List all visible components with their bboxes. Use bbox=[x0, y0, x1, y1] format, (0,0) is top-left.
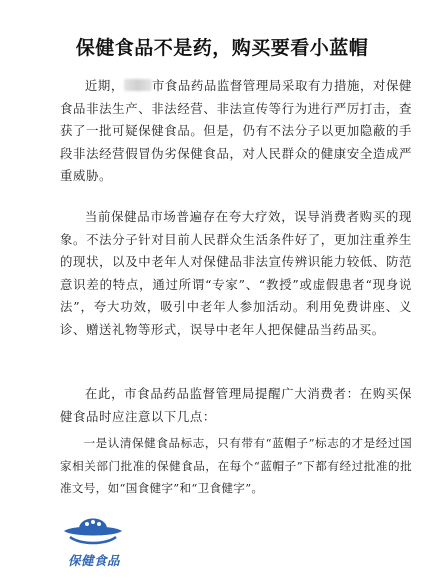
paragraph-1-lead: 近期， bbox=[84, 78, 124, 93]
paragraph-4-text: 一是认清保健食品标志，只有带有“蓝帽子”标志的才是经过国家相关部门批准的保健食品，在每个“蓝帽子”下都有经过批准的批准文号，如“国食健字”和“卫食健字”。 bbox=[60, 436, 412, 496]
paragraph-2 bbox=[60, 206, 412, 342]
paragraph-3 bbox=[60, 383, 412, 428]
paragraph-1 bbox=[60, 75, 412, 188]
redacted-city-name bbox=[124, 79, 152, 91]
logo-text: 保健食品 bbox=[67, 553, 120, 568]
paragraph-4 bbox=[60, 432, 412, 500]
paragraph-3-text: 在此，市食品药品监督管理局提醒广大消费者：在购买保健食品时应注意以下几点： bbox=[60, 386, 412, 424]
paragraph-2-text: 当前保健品市场普遍存在夸大疗效，误导消费者购买的现象。不法分子针对目前人民群众生活条件好了，更加注重养生的现状，以及中老年人对保健品非法宣传辨识能力较低、防范意识差的特点，通过所谓“专家”、“教授”或虚假患者“现身说法”，夸大功效，吸引中老年人参加活动。利用免费讲座、义诊、赠送礼物等形式，误导中老年人把保健品当药品买。 bbox=[60, 209, 412, 337]
document-title: 保健食品不是药，购买要看小蓝帽 bbox=[75, 37, 369, 59]
paragraph-1-text: 市食品药品监督管理局采取有力措施，对保健食品非法生产、非法经营、非法宣传等行为进行严厉打击，查获了一批可疑保健食品。但是，仍有不法分子以更加隐蔽的手段非法经营假冒伪劣保健食品，对人民群众的健康安全造成严重威胁。 bbox=[60, 78, 412, 184]
